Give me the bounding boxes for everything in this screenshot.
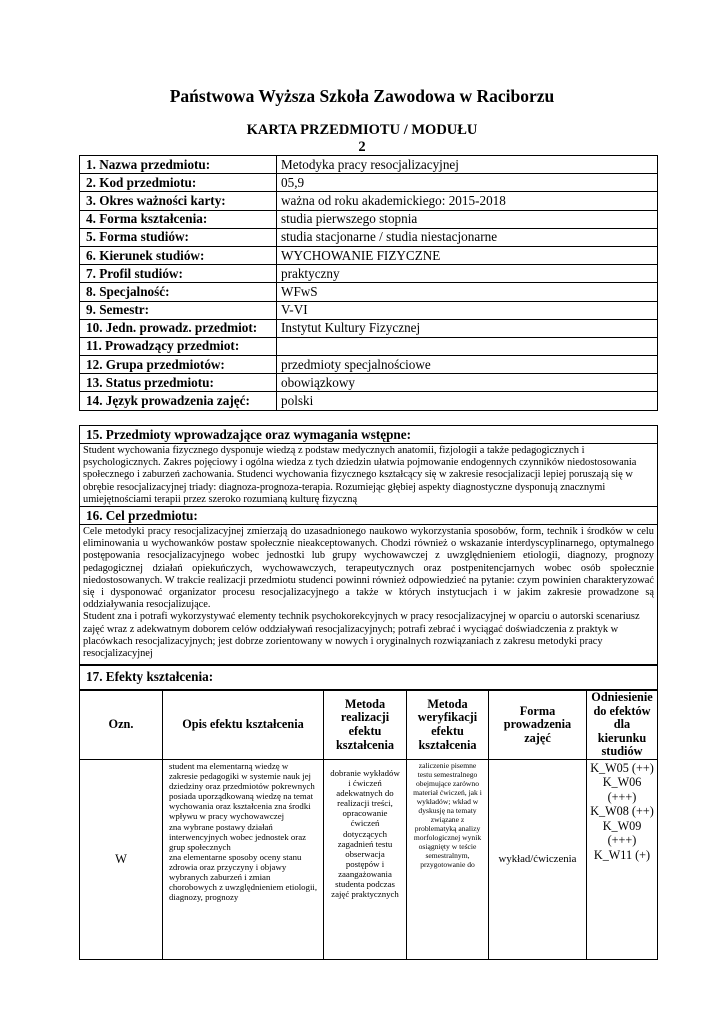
info-value: obowiązkowy <box>277 374 658 392</box>
info-row <box>80 265 658 283</box>
info-label: 14. Język prowadzenia zajęć: <box>80 392 277 410</box>
outcome-description: student ma elementarną wiedzę w zakresie pedagogiki w systemie nauk jej dziedziny oraz przedmiotów pokrewnych posiada uporządkowaną wiedzę na temat wychowania oraz kształcenia zna środki wpływu w pracy wychowawczej zna wybrane postawy działań interwencyjnych wobec jednostek oraz grup społecznych zna elementarne sposoby oceny stanu zdrowia oraz przyczyny i objawy wybranych zaburzeń i zmian chorobowych z uwzględnieniem etiologii, diagnozy, prognozy <box>163 759 324 959</box>
learning-outcomes-table <box>79 690 658 960</box>
col-odniesienie: Odniesienie do efektów dla kierunku studiów <box>587 691 658 760</box>
info-row <box>80 319 658 337</box>
reference-code: K_W05 (++) <box>590 760 654 775</box>
info-row <box>80 301 658 319</box>
info-label: 5. Forma studiów: <box>80 228 277 246</box>
info-label: 1. Nazwa przedmiotu: <box>80 156 277 174</box>
info-row <box>80 337 658 355</box>
info-value: WFwS <box>277 283 658 301</box>
info-value: Metodyka pracy resocjalizacyjnej <box>277 156 658 174</box>
info-label: 3. Okres ważności karty: <box>80 192 277 210</box>
info-label: 7. Profil studiów: <box>80 265 277 283</box>
section-15-body: Student wychowania fizycznego dysponuje wiedzą z podstaw medycznych anatomii, fizjologii a także pedagogicznych i psychologicznych. Zakres pojęciowy i ogólna wiedza z tych dziedzin ułatwia pojmowanie endogennych czynników niedostosowania społecznego i zaburzeń zachowania. Studenci wychowania fizycznego kształcący się w zakresie resocjalizacji lepiej poruszają się w obrębie resocjalizacyjnej triady: diagnoza-prognoza-terapia. Rozumiejąc głębiej aspekty diagnostyczne dysponują znacznymi umiejętnościami terapii przez szeroko rozumianą kulturę fizyczną <box>80 444 658 507</box>
info-row <box>80 192 658 210</box>
col-metoda-realizacji: Metoda realizacji efektu kształcenia <box>324 691 407 760</box>
info-label: 8. Specjalność: <box>80 283 277 301</box>
reference-code: K_W11 (+) <box>593 847 651 862</box>
info-label: 6. Kierunek studiów: <box>80 246 277 264</box>
col-forma: Forma prowadzenia zajęć <box>489 691 587 760</box>
info-label: 9. Semestr: <box>80 301 277 319</box>
info-value: polski <box>277 392 658 410</box>
info-label: 4. Forma kształcenia: <box>80 210 277 228</box>
outcome-method-realization: dobranie wykładów i ćwiczeń adekwatnych do realizacji treści, opracowanie ćwiczeń dotyczących zagadnień testu obserwacja postępów i zaangażowania studenta podczas zajęć praktycznych <box>324 759 407 959</box>
info-value: studia stacjonarne / studia niestacjonarne <box>277 228 658 246</box>
outcome-method-verification: zaliczenie pisemne testu semestralnego obejmujące zarówno materiał ćwiczeń, jak i wykładów; wkład w dyskusję na tematy związane z problematyką analizy morfologicznej wynik osiągnięty w teście semestralnym, przygotowanie do <box>407 759 489 959</box>
col-opis: Opis efektu kształcenia <box>163 691 324 760</box>
info-value: studia pierwszego stopnia <box>277 210 658 228</box>
info-value: praktyczny <box>277 265 658 283</box>
info-label: 11. Prowadzący przedmiot: <box>80 337 277 355</box>
info-label: 2. Kod przedmiotu: <box>80 174 277 192</box>
course-info-table <box>79 155 658 411</box>
info-label: 10. Jedn. prowadz. przedmiot: <box>80 319 277 337</box>
info-label: 13. Status przedmiotu: <box>80 374 277 392</box>
outcome-ozn: W <box>80 759 163 959</box>
section-16-body <box>80 525 658 666</box>
info-label: 12. Grupa przedmiotów: <box>80 356 277 374</box>
info-row <box>80 156 658 174</box>
col-metoda-weryfikacji: Metoda weryfikacji efektu kształcenia <box>407 691 489 760</box>
info-row <box>80 374 658 392</box>
info-row <box>80 283 658 301</box>
info-value: 05,9 <box>277 174 658 192</box>
info-row <box>80 228 658 246</box>
info-row <box>80 174 658 192</box>
info-value: V-VI <box>277 301 658 319</box>
section-16-paragraph-2: Student zna i potrafi wykorzystywać elementy technik psychokorekcyjnych w pracy resocjalizacyjnej w oparciu o autorski scenariusz zajęć wraz z adekwatnym doborem celów oddziaływań resocjalizacyjnych; potrafi zebrać i wyciągać doświadczenia z praktyk w placówkach resocjalizacyjnych; jest dobrze zorientowany w nowych i oryginalnych rozwiązaniach z zakresu metodyki pracy resocjalizacyjnej <box>83 611 640 660</box>
info-row <box>80 392 658 410</box>
info-value <box>277 337 658 355</box>
reference-code: K_W09 (+++) <box>602 818 642 848</box>
section-16-title: 16. Cel przedmiotu: <box>80 507 658 525</box>
card-title-block <box>0 122 724 156</box>
info-row <box>80 356 658 374</box>
outcome-references <box>587 759 658 959</box>
university-name: Państwowa Wyższa Szkoła Zawodowa w Raciborzu <box>169 86 555 106</box>
info-row <box>80 210 658 228</box>
card-title: KARTA PRZEDMIOTU / MODUŁU <box>246 122 478 138</box>
outcome-form: wykład/ćwiczenia <box>489 759 587 959</box>
section-15-title: 15. Przedmioty wprowadzające oraz wymagania wstępne: <box>80 426 658 444</box>
info-value: przedmioty specjalnościowe <box>277 356 658 374</box>
col-ozn: Ozn. <box>80 691 163 760</box>
info-value: WYCHOWANIE FIZYCZNE <box>277 246 658 264</box>
section-15-prerequisites <box>79 425 658 507</box>
card-number: 2 <box>358 139 366 155</box>
section-16-goal <box>79 506 658 666</box>
info-value: ważna od roku akademickiego: 2015-2018 <box>277 192 658 210</box>
section-17-header <box>79 664 658 690</box>
info-row <box>80 246 658 264</box>
reference-code: K_W08 (++) <box>590 804 654 819</box>
section-16-paragraph-1: Cele metodyki pracy resocjalizacyjnej zmierzają do uzasadnionego naukowo wykorzystania sposobów, form, technik i środków w celu eliminowania u wychowanków postaw społecznie nieakceptowanych. Chodzi również o wskazanie interdyscyplinarnego, optymalnego postępowania resocjalizacyjnego wobec jednostki lub grupy wychowawczej z uwzględnieniem etiologii, diagnozy, prognozy pedagogicznej działań opiekuńczych, wychowawczych, terapeutycznych oraz postpenitencjarnych wobec osób społecznie niedostosowanych. W trakcie realizacji przedmiotu studenci powinni również odpowiedzieć na pytanie: czym powinien charakteryzować się i dysponować organizator procesu resocjalizacyjnego a także w których instytucjach i w jakim zakresie prowadzone są oddziaływania resocjalizujące. <box>83 526 654 611</box>
reference-code: K_W06 (+++) <box>602 775 642 804</box>
info-value: Instytut Kultury Fizycznej <box>277 319 658 337</box>
section-17-title: 17. Efekty kształcenia: <box>80 665 658 690</box>
